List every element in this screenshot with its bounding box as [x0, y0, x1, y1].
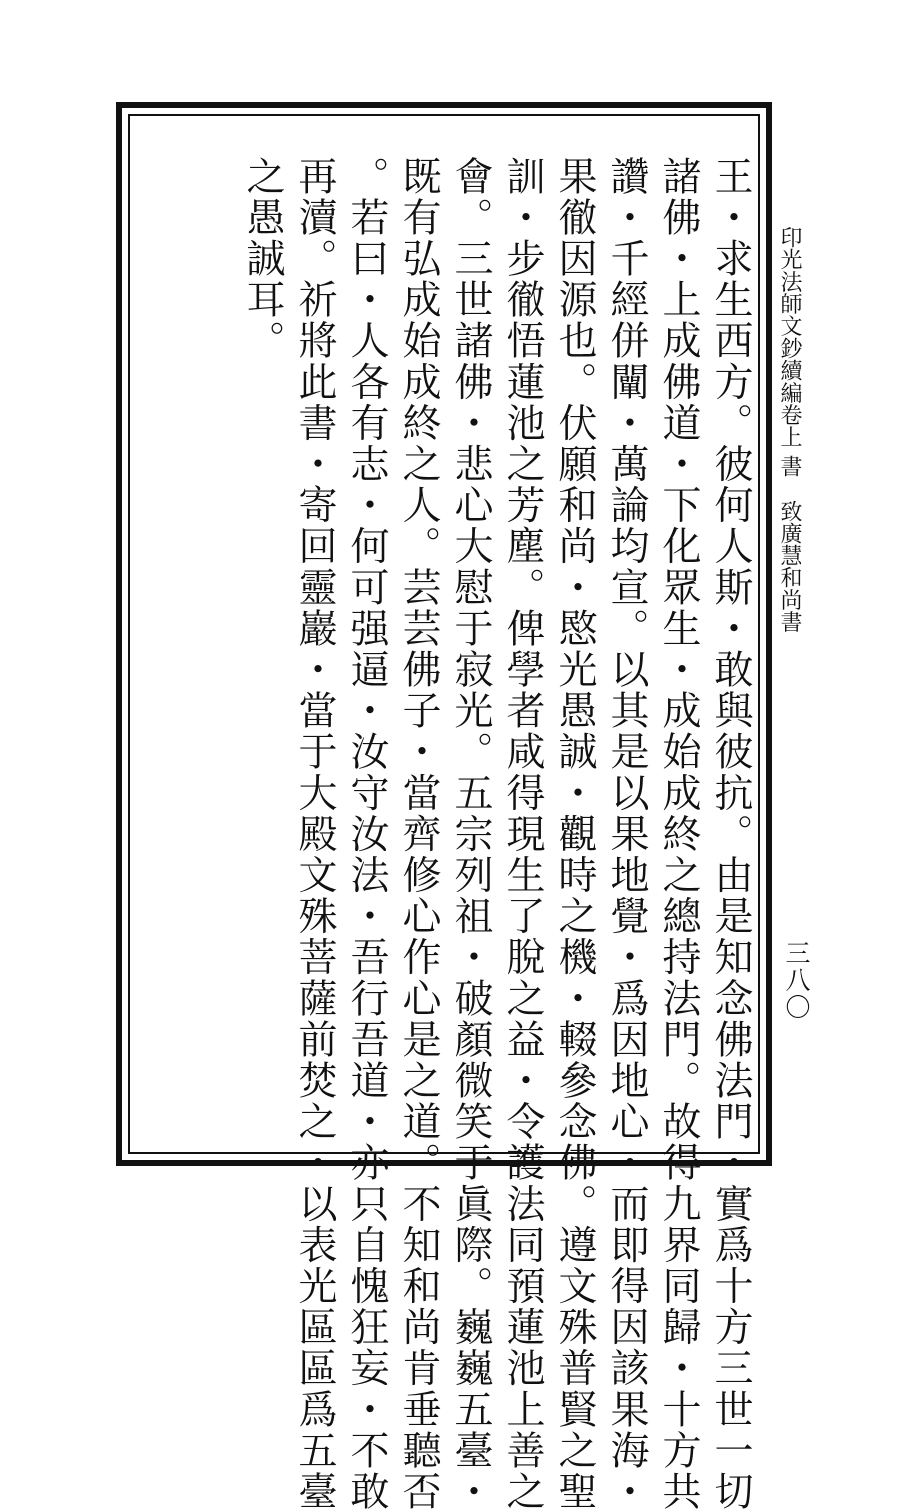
body-column-6: 會。三世諸佛・悲心大慰于寂光。五宗列祖・破顏微笑于眞際。巍巍五臺・ [448, 156, 493, 1512]
body-column-5: 訓・步徹悟蓮池之芳塵。俾學者咸得現生了脫之益・令護法同預蓮池上善之 [500, 156, 545, 1512]
body-column-7: 既有弘成始成終之人。芸芸佛子・當齊修心作心是之道。不知和尚肯垂聽否 [396, 156, 441, 1512]
body-column-8: 。若曰・人各有志・何可强逼・汝守汝法・吾行吾道・亦只自愧狂妄・不敢 [344, 156, 389, 1512]
body-column-3: 讚・千經併闡・萬論均宣。以其是以果地覺・爲因地心・而即得因該果海・ [604, 156, 649, 1512]
page-number: 三八〇 [782, 940, 811, 1021]
body-column-1: 王・求生西方。彼何人斯・敢與彼抗。由是知念佛法門・實爲十方三世一切 [708, 156, 753, 1512]
body-column-9: 再瀆。祈將此書・寄回靈巖・當于大殿文殊菩薩前焚之・以表光區區爲五臺 [292, 156, 337, 1512]
body-column-10: 之愚誠耳。 [240, 156, 285, 362]
section-label: 書 [777, 455, 802, 477]
body-column-2: 諸佛・上成佛道・下化眾生・成始成終之總持法門。故得九界同歸・十方共 [656, 156, 701, 1512]
letter-title: 致廣慧和尚書 [777, 500, 802, 633]
body-column-4: 果徹因源也。伏願和尚・愍光愚誠・觀時之機・輟參念佛。遵文殊普賢之聖 [552, 156, 597, 1512]
book-title-header: 印光法師文鈔續編卷上 [777, 226, 802, 448]
